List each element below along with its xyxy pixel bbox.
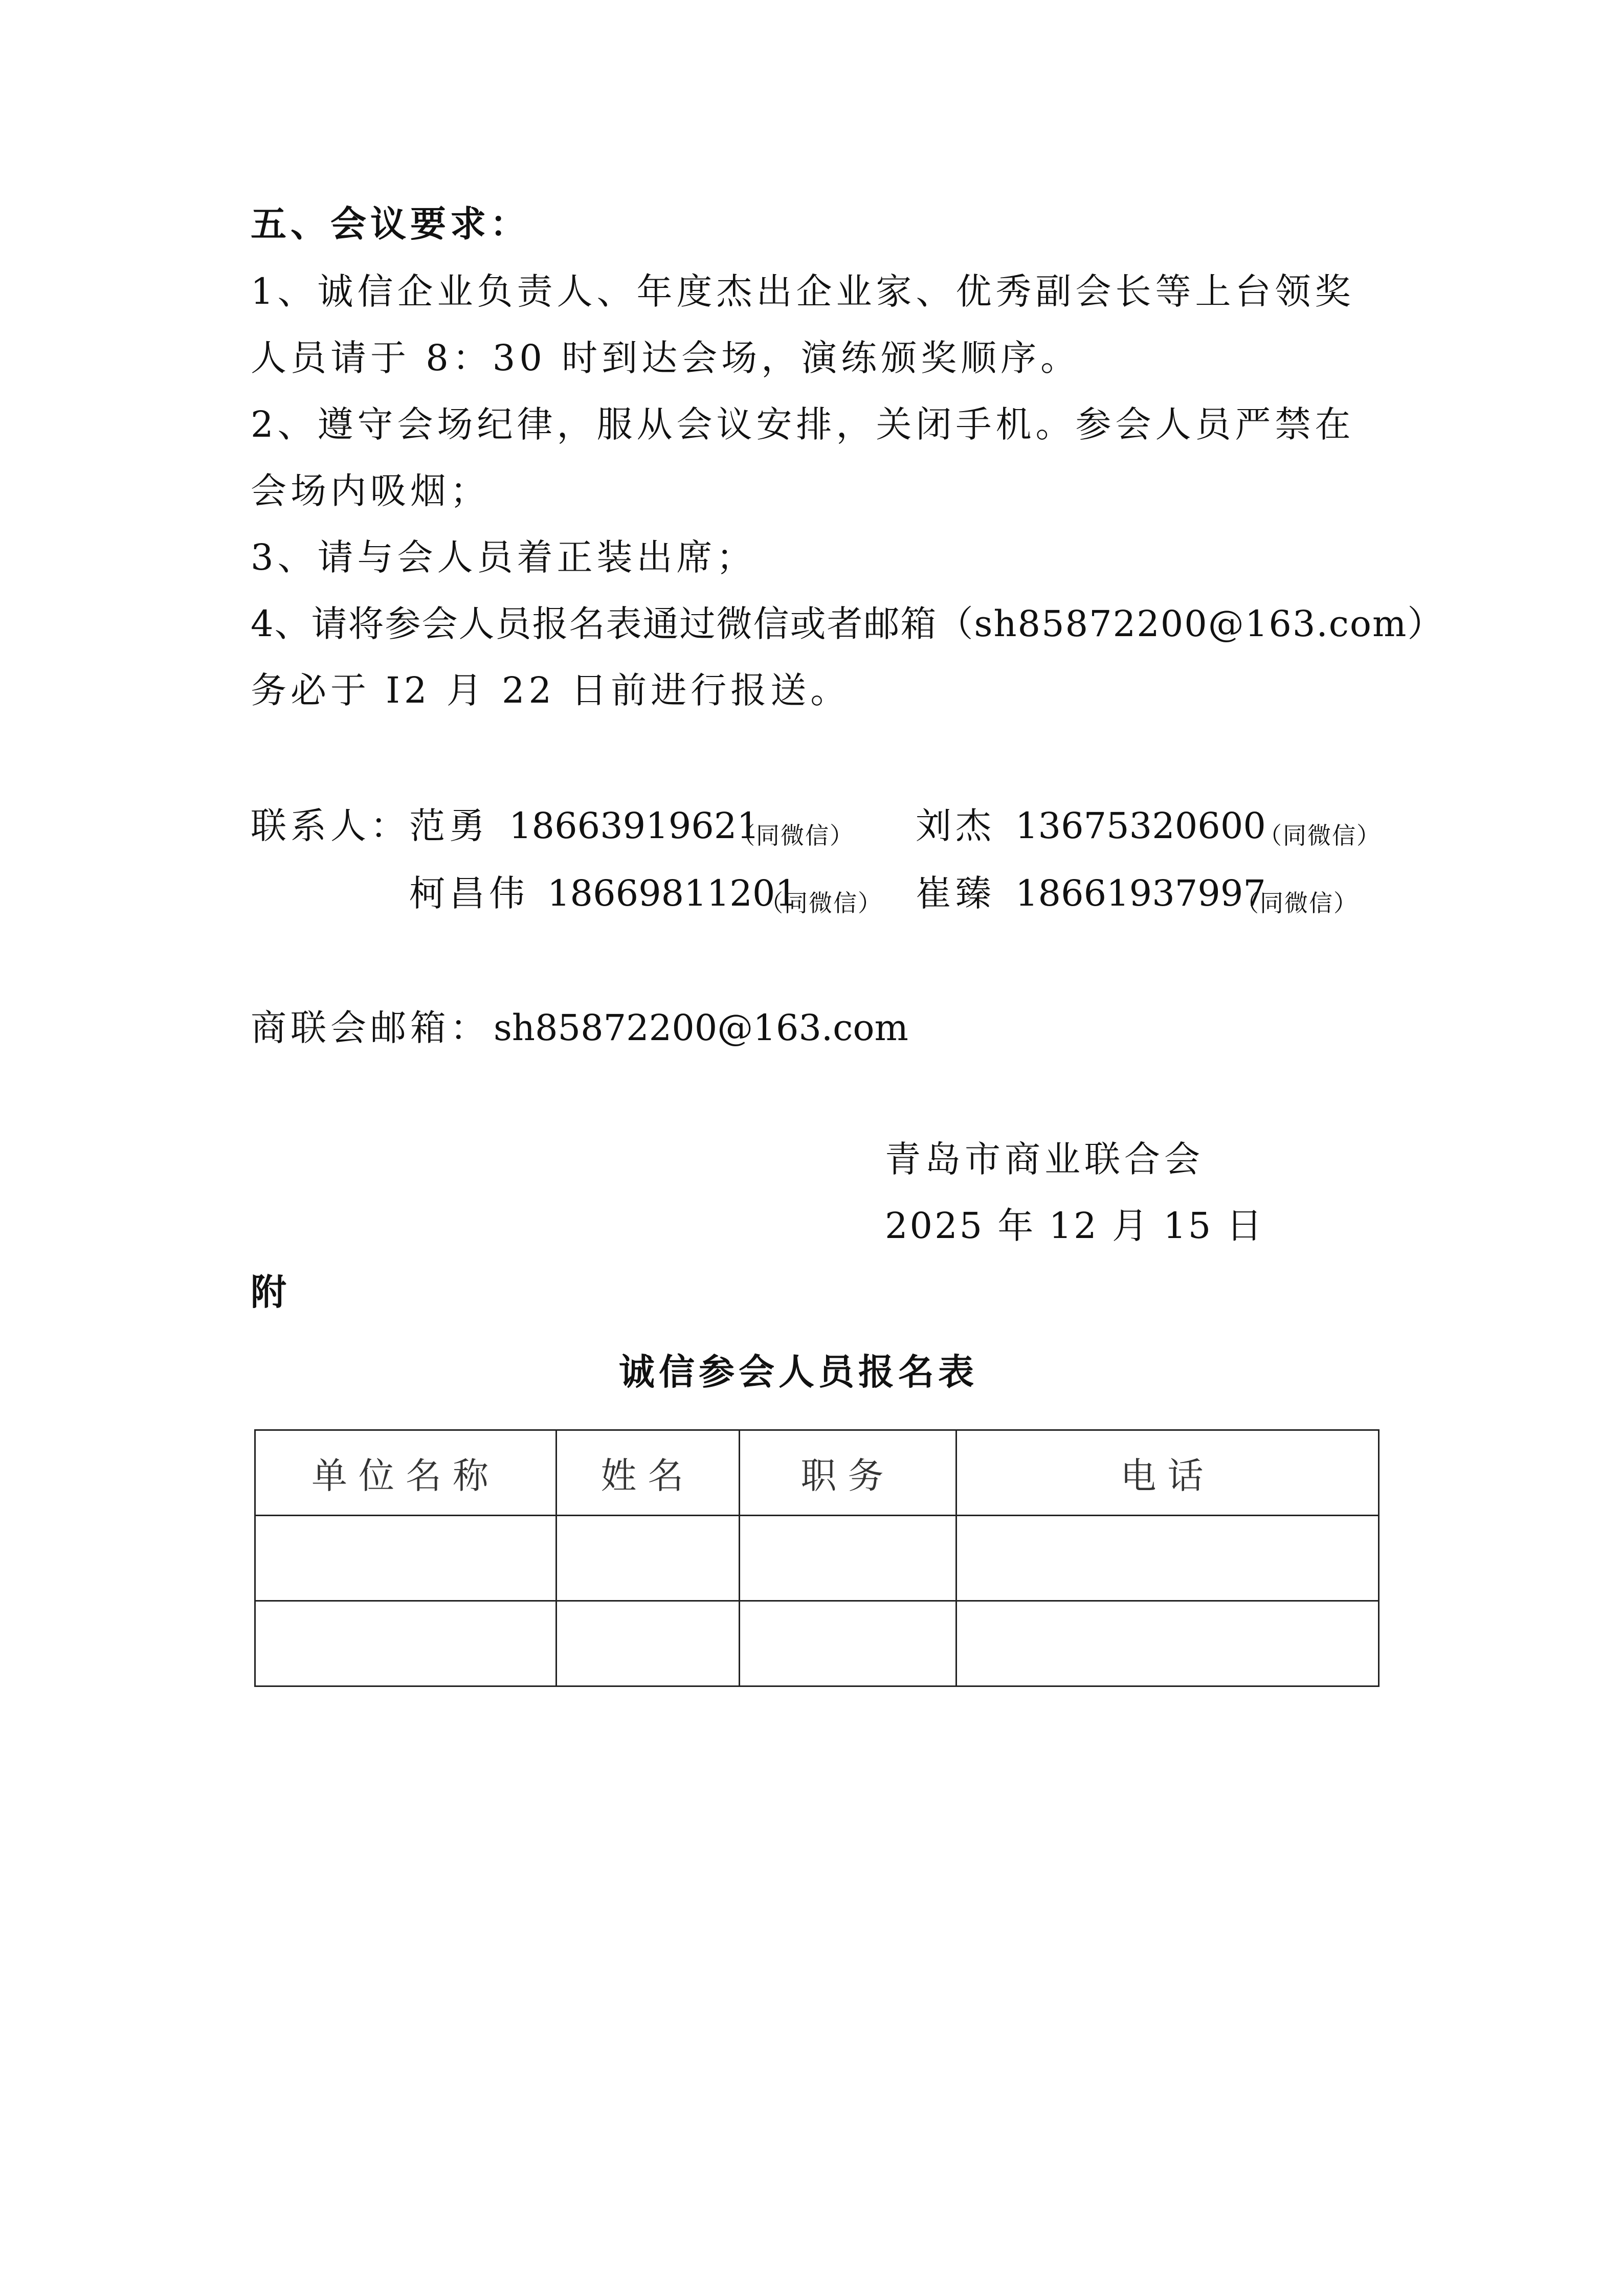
- contact-phone: 18663919621: [509, 805, 760, 847]
- table-row: [255, 1516, 1379, 1601]
- contact-name: 崔臻: [916, 872, 995, 914]
- column-header-position: 职务: [739, 1430, 956, 1516]
- requirement-item-4-line-2: 务必于 I2 月 22 日前进行报送。: [251, 669, 851, 711]
- requirement-item-1-line-1: 1、诚信企业负责人、年度杰出企业家、优秀副会长等上台领奖: [251, 271, 1355, 312]
- column-header-unit: 单位名称: [255, 1430, 557, 1516]
- wechat-note: （同微信）: [731, 822, 854, 849]
- contact-phone: 18669811201: [547, 872, 798, 914]
- email-label: 商联会邮箱：: [251, 1007, 490, 1049]
- table-header-row: [255, 1430, 1379, 1516]
- column-header-phone: 电话: [956, 1430, 1379, 1516]
- email-address: sh85872200@163.com: [494, 1007, 908, 1049]
- table-cell[interactable]: [556, 1601, 739, 1686]
- table-cell[interactable]: [255, 1516, 557, 1601]
- table-cell[interactable]: [255, 1601, 557, 1686]
- contact-name: 柯昌伟: [409, 872, 529, 914]
- wechat-note: （同微信）: [760, 889, 882, 917]
- requirement-item-1-line-2: 人员请于 8：30 时到达会场，演练颁奖顺序。: [251, 337, 1081, 379]
- contacts-label: 联系人：: [251, 805, 410, 847]
- column-header-name: 姓名: [556, 1430, 739, 1516]
- requirement-item-4-line-1: 4、请将参会人员报名表通过微信或者邮箱（sh85872200@163.com）: [251, 603, 1444, 645]
- table-cell[interactable]: [556, 1516, 739, 1601]
- attachment-label: 附: [251, 1271, 291, 1313]
- signup-table: [254, 1429, 1380, 1687]
- requirement-item-3: 3、请与会人员着正装出席；: [251, 536, 757, 578]
- wechat-note: （同微信）: [1258, 822, 1381, 849]
- table-cell[interactable]: [956, 1601, 1379, 1686]
- signature-date: 2025 年 12 月 15 日: [885, 1205, 1264, 1247]
- table-cell[interactable]: [956, 1516, 1379, 1601]
- contact-name: 刘杰: [916, 805, 995, 847]
- signature-org: 青岛市商业联合会: [885, 1138, 1204, 1180]
- contact-name: 范勇: [409, 805, 489, 847]
- requirements-heading: 五、会议要求：: [251, 202, 530, 245]
- table-cell[interactable]: [739, 1516, 956, 1601]
- table-row: [255, 1601, 1379, 1686]
- wechat-note: （同微信）: [1235, 889, 1358, 917]
- contact-phone: 18661937997: [1015, 872, 1266, 914]
- requirement-item-2-line-2: 会场内吸烟；: [251, 470, 490, 512]
- requirement-item-2-line-1: 2、遵守会场纪律，服从会议安排，关闭手机。参会人员严禁在: [251, 403, 1355, 445]
- table-title: 诚信参会人员报名表: [619, 1350, 978, 1393]
- contact-phone: 13675320600: [1015, 805, 1266, 847]
- table-cell[interactable]: [739, 1601, 956, 1686]
